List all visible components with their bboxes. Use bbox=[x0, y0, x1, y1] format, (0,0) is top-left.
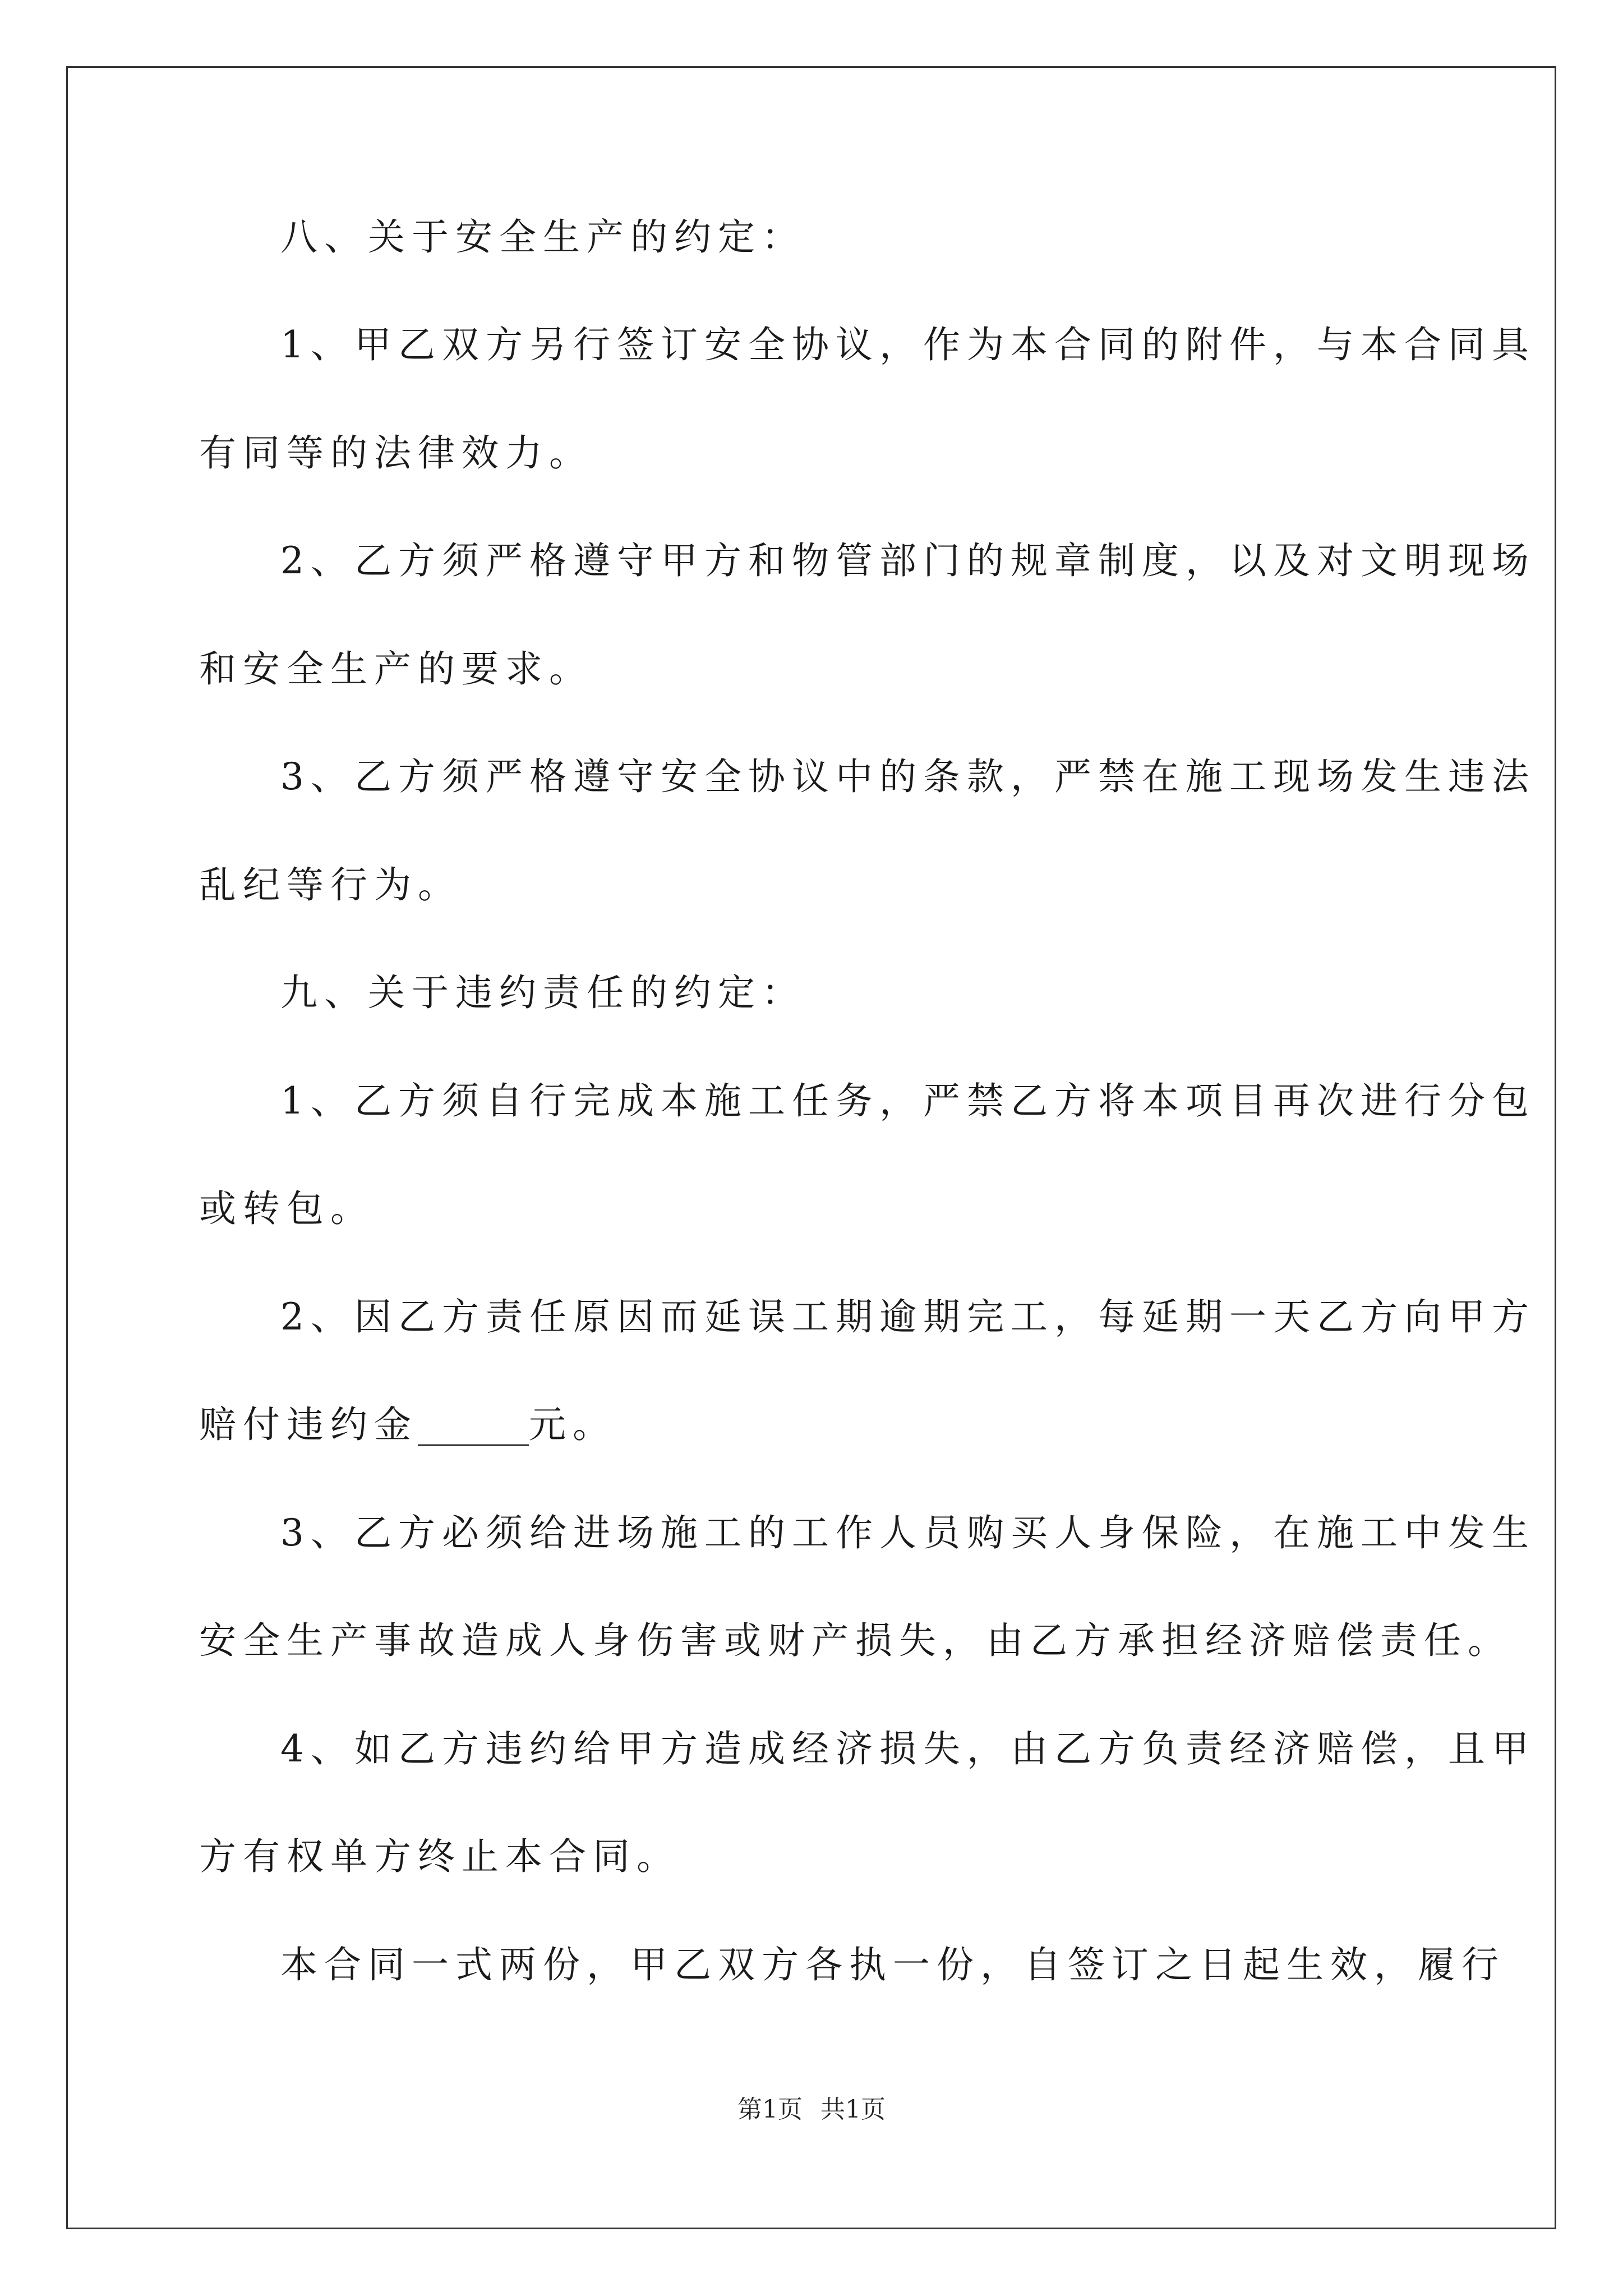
section-9-item-4-line-2: 方有权单方终止本合同。 bbox=[199, 1835, 680, 1878]
section-8-heading: 八、关于安全生产的约定： bbox=[280, 215, 805, 259]
page-number-current: 第1页 bbox=[737, 2095, 803, 2124]
section-9-item-3-line-1: 3、乙方必须给进场施工的工作人员购买人身保险，在施工中发生 bbox=[280, 1511, 1536, 1554]
section-8-item-3-line-1: 3、乙方须严格遵守安全协议中的条款，严禁在施工现场发生违法 bbox=[280, 755, 1536, 798]
section-8-item-1-line-1: 1、甲乙双方另行签订安全协议，作为本合同的附件，与本合同具 bbox=[280, 323, 1536, 366]
penalty-unit: 元。 bbox=[529, 1403, 616, 1446]
section-8-item-3-line-2: 乱纪等行为。 bbox=[199, 863, 462, 907]
page-frame bbox=[66, 66, 1556, 2229]
page-footer bbox=[0, 2097, 1623, 2122]
section-9-item-1-line-2: 或转包。 bbox=[199, 1187, 374, 1230]
section-9-item-4-line-1: 4、如乙方违约给甲方造成经济损失，由乙方负责经济赔偿，且甲 bbox=[280, 1727, 1536, 1770]
section-9-item-2-line-2 bbox=[199, 1403, 616, 1446]
section-8-item-1-line-2: 有同等的法律效力。 bbox=[199, 431, 593, 475]
penalty-amount-blank: ______ bbox=[418, 1403, 529, 1446]
section-9-item-1-line-1: 1、乙方须自行完成本施工任务，严禁乙方将本项目再次进行分包 bbox=[280, 1079, 1536, 1122]
section-8-item-2-line-1: 2、乙方须严格遵守甲方和物管部门的规章制度，以及对文明现场 bbox=[280, 539, 1536, 582]
closing-line-1: 本合同一式两份，甲乙双方各执一份，自签订之日起生效，履行 bbox=[280, 1943, 1505, 1986]
section-9-heading: 九、关于违约责任的约定： bbox=[280, 971, 805, 1014]
penalty-label: 赔付违约金 bbox=[199, 1403, 418, 1446]
section-9-item-2-line-1: 2、因乙方责任原因而延误工期逾期完工，每延期一天乙方向甲方 bbox=[280, 1295, 1536, 1338]
page-number-total: 共1页 bbox=[820, 2095, 886, 2124]
section-8-item-2-line-2: 和安全生产的要求。 bbox=[199, 647, 593, 691]
section-9-item-3-line-2: 安全生产事故造成人身伤害或财产损失，由乙方承担经济赔偿责任。 bbox=[199, 1619, 1511, 1662]
